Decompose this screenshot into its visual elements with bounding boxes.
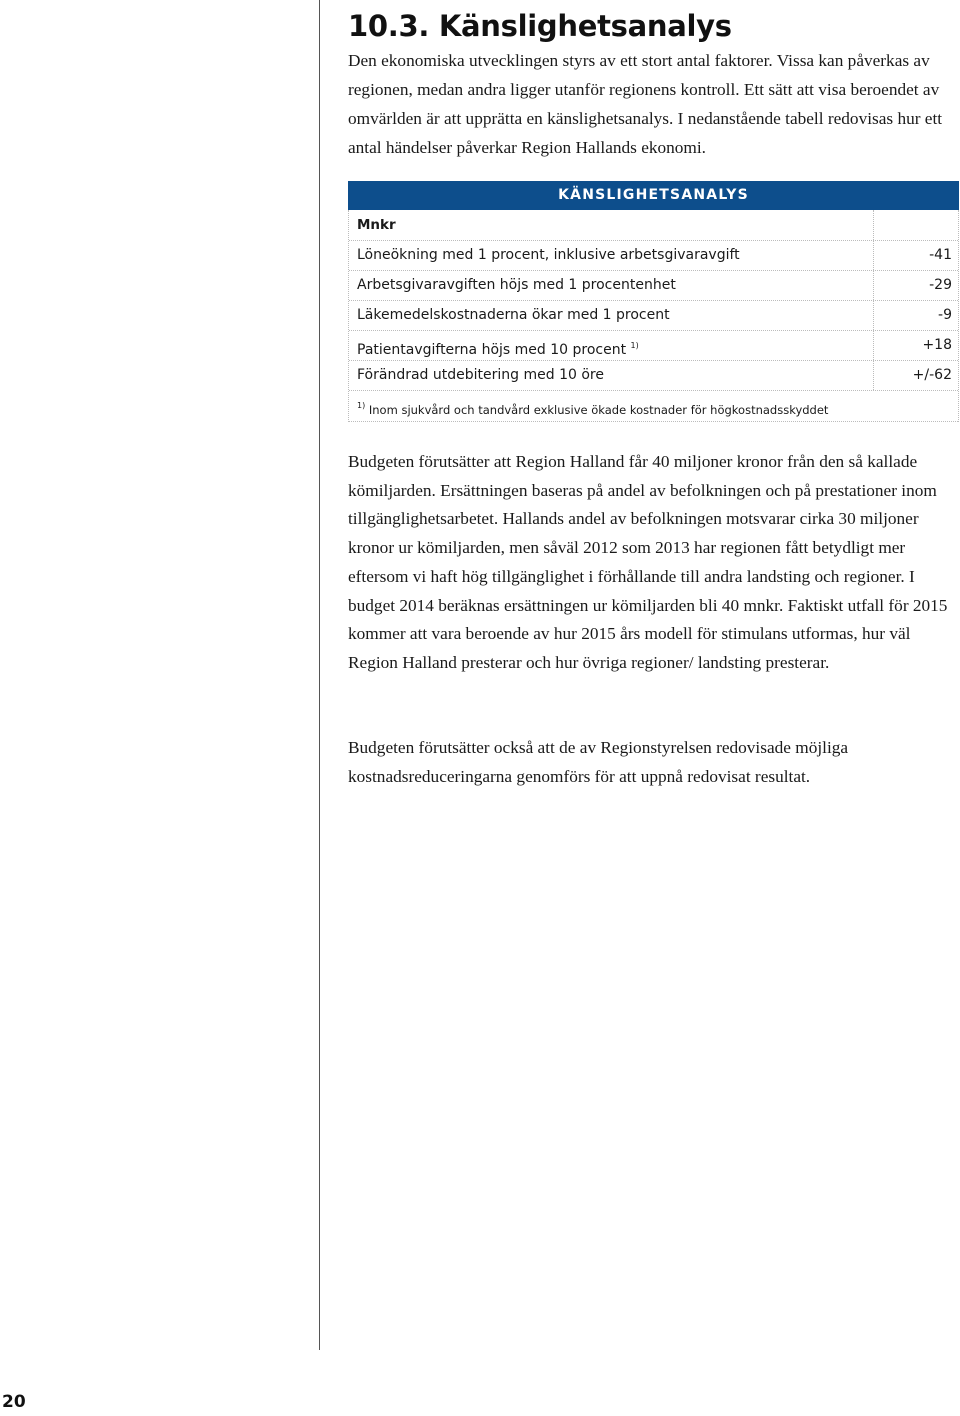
sensitivity-table — [348, 181, 959, 422]
row-label-text: Löneökning med 1 procent, inklusive arbetsgivaravgift — [357, 247, 740, 263]
row-label-text: Förändrad utdebitering med 10 öre — [357, 367, 604, 383]
row-label-text: Läkemedelskostnaderna ökar med 1 procent — [357, 307, 670, 323]
row-label-text: Patientavgifterna höjs med 10 procent — [357, 342, 627, 358]
row-label — [349, 241, 874, 270]
row-label — [349, 361, 874, 390]
table-row — [349, 271, 958, 301]
row-value: +18 — [922, 337, 952, 353]
footnote-text: Inom sjukvård och tandvård exklusive ökade kostnader för högkostnadsskyddet — [368, 403, 829, 417]
row-value: -29 — [929, 277, 952, 293]
table-unit-row — [349, 210, 958, 241]
row-value: +/-62 — [912, 367, 952, 383]
footnote-mark: 1) — [357, 401, 366, 410]
table-title: KÄNSLIGHETSANALYS — [348, 181, 959, 210]
table-footnote — [349, 391, 958, 422]
row-label — [349, 271, 874, 300]
row-label-text: Arbetsgivaravgiften höjs med 1 procentenhet — [357, 277, 676, 293]
row-label — [349, 301, 874, 330]
table-row — [349, 241, 958, 271]
page-number: 20 — [2, 1392, 26, 1412]
table-unit-label: Mnkr — [349, 210, 874, 240]
row-value: -41 — [929, 247, 952, 263]
body-paragraph: Budgeten förutsätter också att de av Regionstyrelsen redovisade möjliga kostnadsreduceringarna genomförs för att uppnå redovisat resultat. — [348, 738, 849, 786]
footnote-mark: 1) — [630, 341, 639, 350]
intro-paragraph: Den ekonomiska utvecklingen styrs av ett stort antal faktorer. Vissa kan påverkas av regionen, medan andra ligger utanför regionens kontroll. Ett sätt att visa beroendet av omvärlden är att upprätta en känslighetsanalys. I nedanstående tabell redovisas hur ett antal händelser påverkar Region Hallands ekonomi. — [348, 51, 943, 157]
row-value: -9 — [938, 307, 952, 323]
table-row — [349, 331, 958, 361]
margin-rule — [319, 0, 320, 1350]
row-label — [349, 331, 874, 360]
table-body — [348, 210, 959, 422]
table-row — [349, 301, 958, 331]
body-paragraph: Budgeten förutsätter att Region Halland får 40 miljoner kronor från den så kallade kömiljarden. Ersättningen baseras på andel av befolkningen och på prestationer inom tillgänglighetsarbetet. Hallands andel av befolkningen motsvarar cirka 30 miljoner kronor ur kömiljarden, men såväl 2012 som 2013 har regionen fått betydligt mer eftersom vi haft hög tillgänglighet i förhållande till andra landsting och regioner. I budget 2014 beräknas ersättningen ur kömiljarden bli 40 mnkr. Faktiskt utfall för 2015 kommer att vara beroende av hur 2015 års modell för stimulans utformas, hur väl Region Halland presterar och hur övriga regioner/ landsting presterar. — [348, 452, 948, 672]
table-row — [349, 361, 958, 391]
table-unit-value-cell — [874, 210, 958, 240]
section-title: 10.3. Känslighetsanalys — [348, 9, 732, 43]
